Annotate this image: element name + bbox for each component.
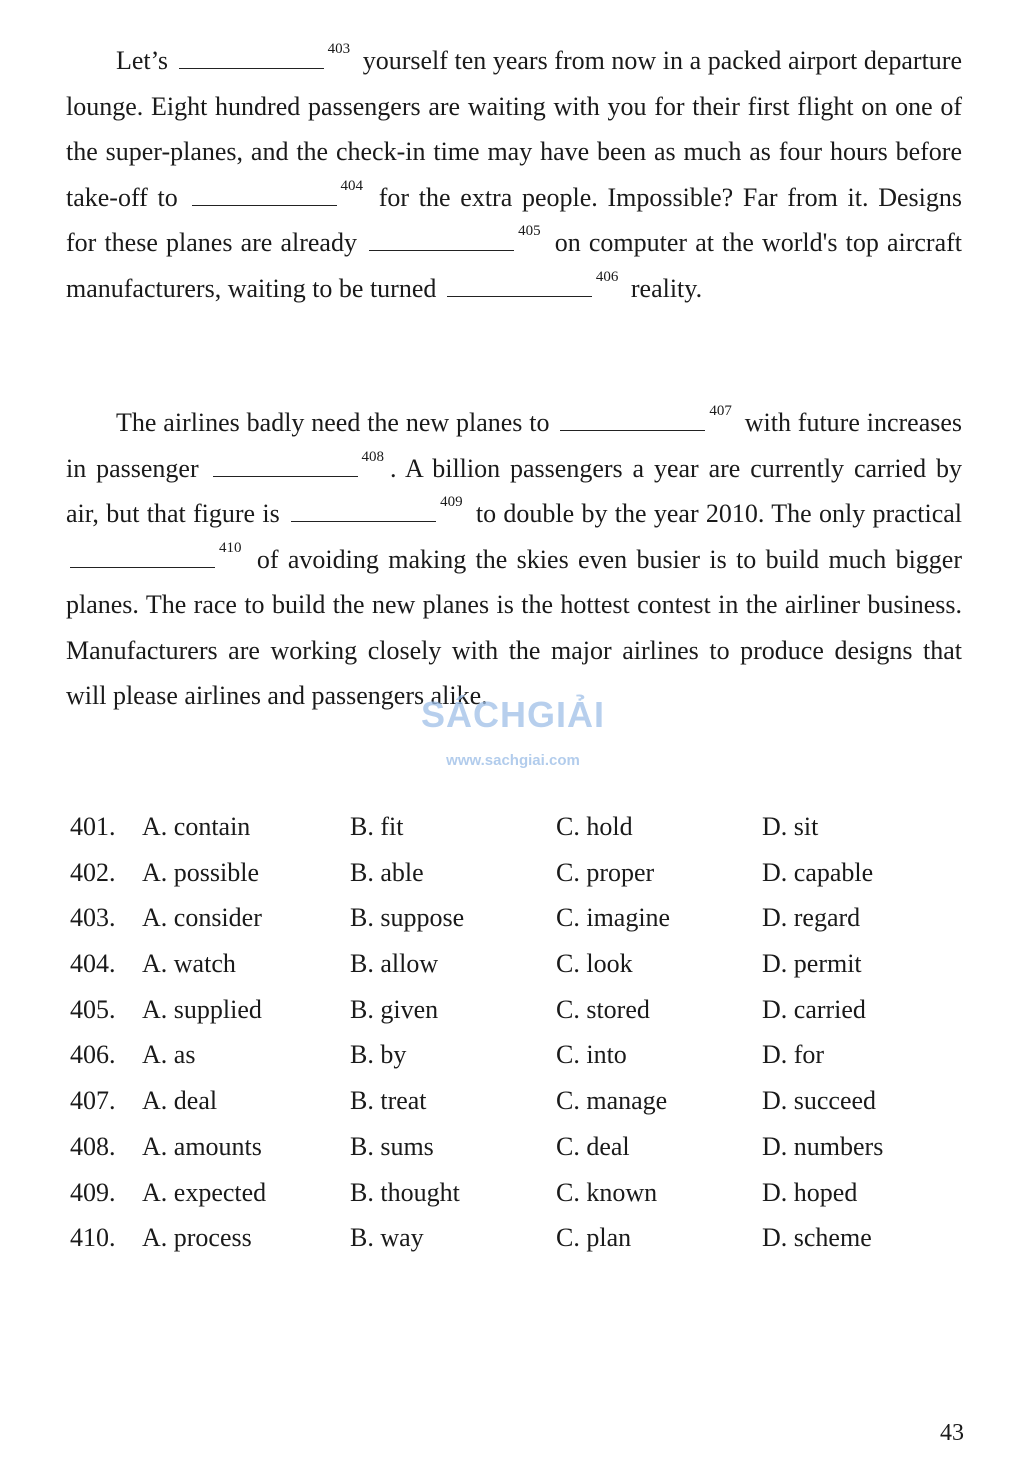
- option-c: C. known: [556, 1177, 658, 1207]
- option-d: D. permit: [762, 949, 862, 979]
- option-c: C. proper: [556, 857, 655, 887]
- option-c: C. look: [556, 949, 633, 979]
- option-b: B. allow: [350, 949, 439, 979]
- question-number: 404.: [70, 949, 116, 979]
- answer-blank-406: [447, 278, 592, 297]
- page-number: 43: [940, 1420, 964, 1446]
- option-b: B. suppose: [350, 903, 465, 933]
- option-b: B. by: [350, 1040, 407, 1070]
- answer-blank-403: [179, 50, 324, 69]
- passage-text: to double by the year 2010. The only practical: [475, 499, 963, 528]
- option-c: C. deal: [556, 1131, 630, 1161]
- option-a: A. amounts: [142, 1131, 262, 1161]
- option-d: D. numbers: [762, 1131, 884, 1161]
- question-number: 406.: [70, 1040, 116, 1070]
- blank-number-406: 406: [595, 268, 619, 285]
- passage-text: reality.: [630, 273, 703, 303]
- option-b: B. able: [350, 857, 424, 887]
- blank-number-408: 408: [361, 448, 385, 465]
- option-a: A. process: [142, 1223, 252, 1253]
- option-d: D. carried: [762, 994, 866, 1024]
- option-c: C. imagine: [556, 903, 671, 933]
- blank-number-409: 409: [440, 494, 463, 510]
- option-a: A. as: [142, 1040, 196, 1070]
- option-b: B. fit: [350, 812, 404, 841]
- answer-blank-409: [291, 503, 436, 522]
- passage-text: of avoiding making the skies even busier is to build much bigger planes. The race to build the new planes is the hottest contest in the airliner business. Manufacturers are working closely with the major airlines to produce designs that will please airlines and passengers alike.: [66, 544, 962, 710]
- option-c: C. plan: [556, 1223, 632, 1253]
- option-c: C. manage: [556, 1086, 668, 1116]
- question-row: [70, 995, 970, 1041]
- blank-number-404: 404: [340, 177, 363, 194]
- blank-number-407: 407: [709, 403, 732, 419]
- question-row: [70, 1223, 970, 1269]
- question-number: 402.: [70, 857, 116, 887]
- blank-number-403: 403: [327, 41, 351, 57]
- option-d: D. succeed: [762, 1086, 877, 1116]
- option-a: A. contain: [142, 812, 251, 841]
- blank-number-410: 410: [219, 539, 242, 556]
- question-number: 401.: [70, 812, 116, 841]
- passage-text: . A billion passengers a year are currently carried by air, but that figure is: [66, 453, 962, 528]
- option-b: B. thought: [350, 1177, 460, 1207]
- answer-blank-404: [192, 187, 337, 206]
- question-row: [70, 1086, 970, 1132]
- question-row: [70, 1132, 970, 1178]
- option-c: C. stored: [556, 994, 650, 1024]
- question-number: 408.: [70, 1131, 116, 1161]
- question-number: 405.: [70, 994, 116, 1024]
- answer-blank-407: [560, 412, 705, 431]
- option-d: D. sit: [762, 812, 819, 841]
- passage-text: yourself ten years from now in a packed airport departure lounge. Eight hundred passengers are waiting with you for their first flight on one of the super-planes, and the check-in time may have been as much as four hours before take-off to: [66, 46, 963, 212]
- option-b: B. given: [350, 994, 439, 1024]
- option-c: C. hold: [556, 812, 633, 841]
- question-row: [70, 858, 970, 904]
- option-b: B. sums: [350, 1131, 434, 1161]
- option-d: D. hoped: [762, 1177, 858, 1207]
- blank-number-405: 405: [518, 223, 541, 239]
- watermark-logo: SÁCHGIẢI: [420, 694, 605, 735]
- passage-text: The airlines badly need the new planes to: [116, 408, 550, 437]
- question-row: [70, 812, 970, 858]
- question-row: [70, 903, 970, 949]
- answer-blank-408: [213, 458, 358, 477]
- option-c: C. into: [556, 1040, 627, 1070]
- passage-text: on computer at the world's top aircraft manufacturers, waiting to be turned: [66, 228, 962, 303]
- question-row: [70, 949, 970, 995]
- question-number: 410.: [70, 1223, 116, 1253]
- question-row: [70, 1040, 970, 1086]
- passage-text: for the extra people. Impossible? Far from it. Designs for these planes are already: [66, 182, 962, 257]
- option-a: A. possible: [142, 857, 259, 887]
- watermark: [408, 690, 618, 769]
- option-a: A. watch: [142, 949, 236, 979]
- option-a: A. supplied: [142, 994, 262, 1024]
- option-d: D. regard: [762, 903, 861, 933]
- answer-options-list: [70, 812, 970, 1269]
- option-a: A. deal: [142, 1086, 218, 1116]
- question-row: [70, 1178, 970, 1224]
- answer-blank-410: [70, 549, 215, 568]
- passage-text: Let’s: [116, 46, 168, 75]
- option-d: D. capable: [762, 857, 874, 887]
- passage-paragraph-1: [66, 38, 962, 311]
- answer-blank-405: [369, 232, 514, 251]
- question-number: 407.: [70, 1086, 116, 1116]
- watermark-url: www.sachgiai.com: [446, 752, 580, 769]
- passage-text: with future increases in passenger: [66, 408, 963, 483]
- option-b: B. way: [350, 1223, 424, 1253]
- option-d: D. scheme: [762, 1223, 872, 1253]
- passage-paragraph-2: [66, 400, 962, 719]
- option-d: D. for: [762, 1040, 825, 1070]
- question-number: 409.: [70, 1177, 116, 1207]
- option-b: B. treat: [350, 1086, 427, 1116]
- question-number: 403.: [70, 903, 116, 933]
- option-a: A. consider: [142, 903, 262, 933]
- option-a: A. expected: [142, 1177, 267, 1207]
